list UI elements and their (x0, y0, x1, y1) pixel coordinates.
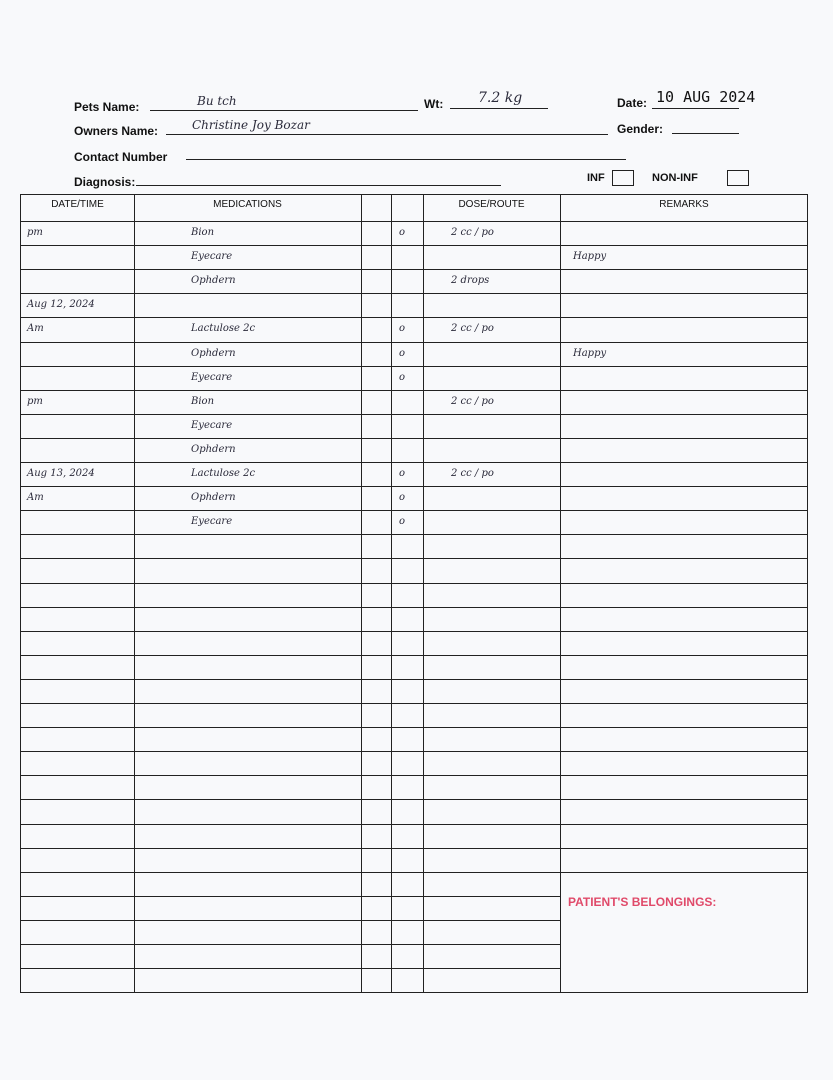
table-cell-med[interactable]: Lactulose 2c (191, 468, 256, 479)
table-cell-date[interactable]: pm (27, 395, 43, 407)
row-divider (21, 679, 808, 680)
row-divider (21, 486, 808, 487)
table-cell-dose[interactable]: 2 drops (451, 275, 490, 287)
row-divider (21, 245, 808, 246)
row-divider (21, 293, 808, 294)
row-divider (21, 414, 808, 415)
col-divider (391, 195, 392, 993)
date-line (652, 108, 739, 109)
row-divider (21, 631, 808, 632)
table-cell-remark[interactable]: Happy (573, 251, 607, 263)
row-divider (21, 872, 808, 873)
wt-label: Wt: (424, 97, 444, 111)
row-divider (21, 703, 808, 704)
table-cell-mark[interactable]: o (399, 492, 406, 504)
table-cell-med[interactable]: Ophdern (191, 347, 236, 359)
contact-label: Contact Number (74, 150, 168, 164)
table-cell-med[interactable]: Bion (191, 395, 215, 407)
table-cell-med[interactable]: Eyecare (191, 419, 233, 431)
table-cell-med[interactable]: Eyecare (191, 516, 233, 528)
row-divider (21, 655, 808, 656)
table-cell-dose[interactable]: 2 cc / po (451, 323, 494, 335)
table-cell-dose[interactable]: 2 cc / po (451, 395, 494, 407)
row-divider (21, 342, 808, 343)
diagnosis-line[interactable] (136, 185, 501, 186)
col-divider (560, 195, 561, 993)
inf-label: INF (587, 172, 605, 184)
gender-label: Gender: (617, 122, 664, 136)
owners-name-label: Owners Name: (74, 124, 159, 138)
row-divider (21, 799, 808, 800)
row-divider (21, 824, 808, 825)
table-cell-mark[interactable]: o (399, 347, 406, 359)
row-divider (21, 390, 808, 391)
table-cell-dose[interactable]: 2 cc / po (451, 468, 494, 479)
table-cell-date[interactable]: Am (27, 492, 44, 504)
header-medications: MEDICATIONS (213, 199, 282, 210)
table-cell-med[interactable]: Bion (191, 227, 215, 238)
table-cell-med[interactable]: Eyecare (191, 371, 233, 383)
owners-name-line (166, 134, 608, 135)
table-cell-mark[interactable]: o (399, 371, 406, 383)
table-cell-med[interactable]: Ophdern (191, 275, 236, 287)
row-divider (21, 896, 560, 897)
row-divider (21, 510, 808, 511)
wt-value[interactable]: 7.2 kg (478, 90, 523, 106)
row-divider (21, 221, 808, 222)
table-cell-med[interactable]: Ophdern (191, 492, 236, 504)
patients-belongings-label: PATIENT'S BELONGINGS: (568, 895, 717, 909)
table-cell-date[interactable]: pm (27, 227, 43, 238)
col-divider (361, 195, 362, 993)
noninf-label: NON-INF (652, 172, 698, 184)
row-divider (21, 583, 808, 584)
table-cell-med[interactable]: Lactulose 2c (191, 323, 256, 335)
header-date-time: DATE/TIME (51, 199, 104, 210)
date-value[interactable]: 10 AUG 2024 (656, 88, 756, 106)
wt-line (450, 108, 548, 109)
table-cell-med[interactable]: Ophdern (191, 443, 236, 455)
pets-name-line (150, 110, 418, 111)
row-divider (21, 607, 808, 608)
table-cell-date[interactable]: Aug 12, 2024 (27, 299, 95, 311)
row-divider (21, 751, 808, 752)
col-divider (423, 195, 424, 993)
col-divider (134, 195, 135, 993)
date-label: Date: (617, 96, 648, 110)
table-cell-mark[interactable]: o (399, 468, 406, 479)
header-remarks: REMARKS (659, 199, 709, 210)
row-divider (21, 558, 808, 559)
row-divider (21, 317, 808, 318)
row-divider (21, 944, 560, 945)
owners-name-value[interactable]: Christine Joy Bozar (192, 118, 310, 132)
table-cell-date[interactable]: Aug 13, 2024 (27, 468, 95, 479)
table-cell-dose[interactable]: 2 cc / po (451, 227, 494, 238)
gender-line[interactable] (672, 133, 739, 134)
row-divider (21, 462, 808, 463)
contact-line[interactable] (186, 159, 626, 160)
row-divider (21, 920, 560, 921)
row-divider (21, 269, 808, 270)
table-cell-mark[interactable]: o (399, 516, 406, 528)
row-divider (21, 775, 808, 776)
table-cell-med[interactable]: Eyecare (191, 251, 233, 263)
row-divider (21, 534, 808, 535)
table-cell-remark[interactable]: Happy (573, 347, 607, 359)
table-cell-date[interactable]: Am (27, 323, 44, 335)
noninf-checkbox[interactable] (727, 170, 749, 186)
pets-name-value[interactable]: Bu tch (197, 94, 237, 108)
diagnosis-label: Diagnosis: (74, 175, 136, 189)
row-divider (21, 848, 808, 849)
row-divider (21, 366, 808, 367)
table-cell-mark[interactable]: o (399, 323, 406, 335)
medication-table (20, 194, 808, 993)
pets-name-label: Pets Name: (74, 100, 140, 114)
row-divider (21, 438, 808, 439)
inf-checkbox[interactable] (612, 170, 634, 186)
header-dose-route: DOSE/ROUTE (458, 199, 525, 210)
row-divider (21, 727, 808, 728)
table-cell-mark[interactable]: o (399, 227, 406, 238)
row-divider (21, 968, 560, 969)
